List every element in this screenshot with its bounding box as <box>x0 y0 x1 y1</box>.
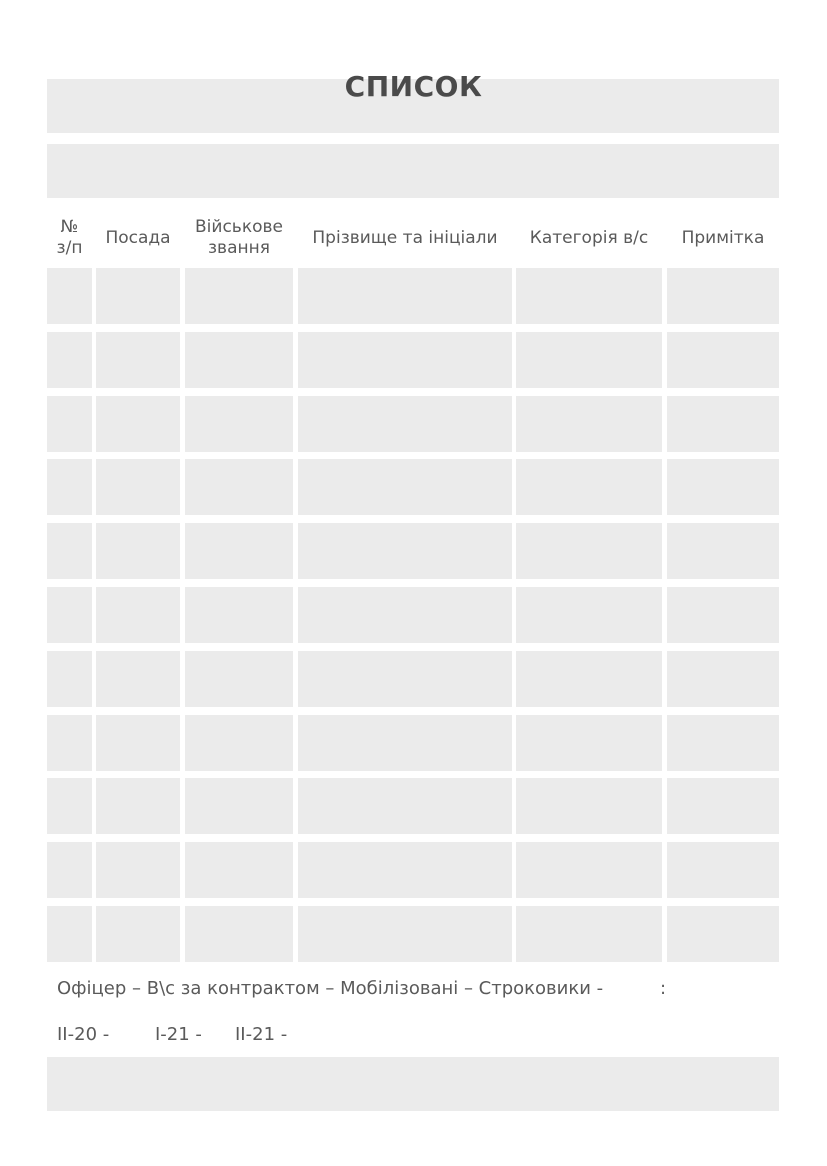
cell-position[interactable] <box>96 396 180 452</box>
personnel-table <box>47 268 779 970</box>
cell-note[interactable] <box>667 268 779 324</box>
cell-rank[interactable] <box>185 778 293 834</box>
cell-position[interactable] <box>96 459 180 515</box>
cell-name[interactable] <box>298 587 512 643</box>
header-note: Примітка <box>681 227 765 248</box>
cell-rank[interactable] <box>185 459 293 515</box>
cell-name[interactable] <box>298 459 512 515</box>
cell-note[interactable] <box>667 459 779 515</box>
cell-position[interactable] <box>96 651 180 707</box>
cell-category[interactable] <box>516 268 662 324</box>
cell-position[interactable] <box>96 715 180 771</box>
cell-category[interactable] <box>516 587 662 643</box>
table-row <box>47 842 779 898</box>
cell-name[interactable] <box>298 906 512 962</box>
header-rank-line1: Військове <box>195 217 283 237</box>
cell-number[interactable] <box>47 715 92 771</box>
cell-category[interactable] <box>516 906 662 962</box>
cell-category[interactable] <box>516 523 662 579</box>
cell-category[interactable] <box>516 778 662 834</box>
footer-band <box>47 1057 779 1111</box>
cell-category[interactable] <box>516 651 662 707</box>
cell-number[interactable] <box>47 651 92 707</box>
cell-category[interactable] <box>516 459 662 515</box>
cell-note[interactable] <box>667 587 779 643</box>
cell-rank[interactable] <box>185 332 293 388</box>
document-title: СПИСОК <box>344 70 483 103</box>
cell-name[interactable] <box>298 715 512 771</box>
cell-number[interactable] <box>47 396 92 452</box>
table-row <box>47 332 779 388</box>
tally-i-21: І-21 - <box>155 1024 202 1045</box>
table-row <box>47 523 779 579</box>
cell-position[interactable] <box>96 332 180 388</box>
table-row <box>47 651 779 707</box>
cell-number[interactable] <box>47 332 92 388</box>
header-rank-line2: звання <box>208 238 270 258</box>
cell-position[interactable] <box>96 842 180 898</box>
cell-note[interactable] <box>667 396 779 452</box>
header-name: Прізвище та ініціали <box>312 227 498 248</box>
cell-note[interactable] <box>667 906 779 962</box>
header-number <box>47 212 92 264</box>
cell-position[interactable] <box>96 268 180 324</box>
cell-number[interactable] <box>47 268 92 324</box>
table-row <box>47 459 779 515</box>
cell-position[interactable] <box>96 906 180 962</box>
table-row <box>47 268 779 324</box>
cell-note[interactable] <box>667 332 779 388</box>
cell-note[interactable] <box>667 842 779 898</box>
table-row <box>47 906 779 962</box>
table-row <box>47 396 779 452</box>
cell-name[interactable] <box>298 396 512 452</box>
cell-name[interactable] <box>298 268 512 324</box>
header-rank <box>185 212 293 264</box>
cell-name[interactable] <box>298 651 512 707</box>
cell-name[interactable] <box>298 778 512 834</box>
cell-number[interactable] <box>47 523 92 579</box>
cell-number[interactable] <box>47 906 92 962</box>
cell-note[interactable] <box>667 651 779 707</box>
cell-number[interactable] <box>47 587 92 643</box>
category-legend: Офіцер – В\с за контрактом – Мобілізовані – Строковики - <box>57 978 604 999</box>
header-position: Посада <box>105 227 171 248</box>
cell-note[interactable] <box>667 523 779 579</box>
cell-rank[interactable] <box>185 523 293 579</box>
cell-rank[interactable] <box>185 396 293 452</box>
cell-position[interactable] <box>96 523 180 579</box>
cell-number[interactable] <box>47 459 92 515</box>
cell-position[interactable] <box>96 778 180 834</box>
cell-position[interactable] <box>96 587 180 643</box>
cell-rank[interactable] <box>185 906 293 962</box>
cell-category[interactable] <box>516 842 662 898</box>
tally-ii-20: ІІ-20 - <box>57 1024 110 1045</box>
cell-number[interactable] <box>47 778 92 834</box>
legend-colon: : <box>660 978 667 999</box>
cell-rank[interactable] <box>185 842 293 898</box>
cell-note[interactable] <box>667 715 779 771</box>
cell-name[interactable] <box>298 842 512 898</box>
cell-name[interactable] <box>298 332 512 388</box>
cell-rank[interactable] <box>185 587 293 643</box>
header-category: Категорія в/с <box>529 227 649 248</box>
cell-rank[interactable] <box>185 268 293 324</box>
table-row <box>47 715 779 771</box>
cell-category[interactable] <box>516 396 662 452</box>
cell-name[interactable] <box>298 523 512 579</box>
cell-category[interactable] <box>516 715 662 771</box>
table-row <box>47 587 779 643</box>
cell-rank[interactable] <box>185 651 293 707</box>
header-number-line1: № <box>60 217 79 237</box>
header-number-line2: з/п <box>56 238 83 258</box>
tally-ii-21: ІІ-21 - <box>235 1024 288 1045</box>
cell-number[interactable] <box>47 842 92 898</box>
cell-note[interactable] <box>667 778 779 834</box>
cell-rank[interactable] <box>185 715 293 771</box>
cell-category[interactable] <box>516 332 662 388</box>
subtitle-band <box>47 144 779 198</box>
table-row <box>47 778 779 834</box>
